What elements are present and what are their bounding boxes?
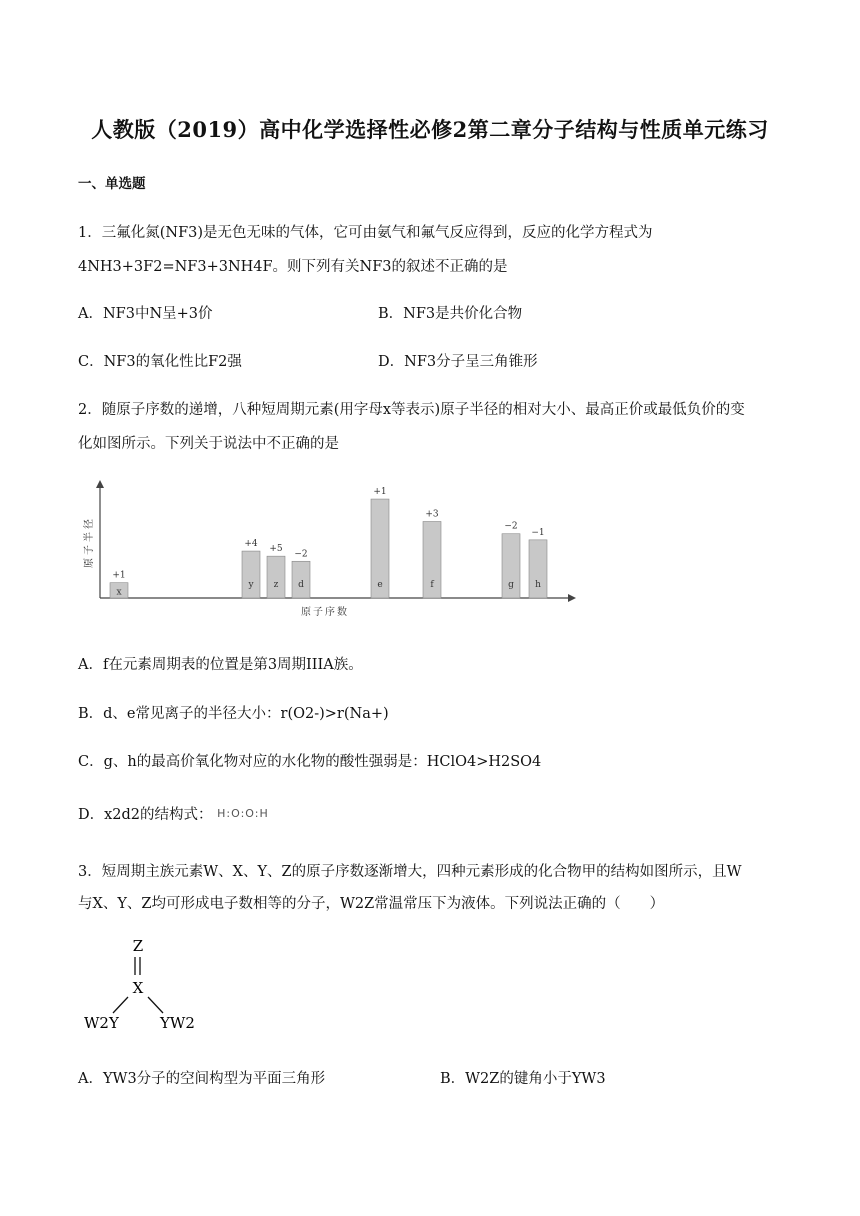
atomic-radius-chart	[80, 470, 580, 620]
bar-label-h: h	[535, 580, 541, 590]
y-axis-arrow	[96, 480, 104, 488]
q2-option-d[interactable]	[78, 803, 269, 824]
bar-z	[267, 556, 285, 598]
h2o2-structure-formula: H:O:O:H	[217, 807, 269, 820]
bond-left	[113, 997, 128, 1013]
section-heading: 一、单选题	[78, 176, 146, 192]
x-axis-label: 原子序数	[301, 607, 349, 618]
q2-stem-line2: 化如图所示。下列关于说法中不正确的是	[78, 436, 339, 452]
valence-label-g: −2	[504, 521, 518, 532]
y-axis-label: 原子半径	[84, 516, 95, 568]
valence-label-x: +1	[112, 570, 126, 581]
bar-label-g: g	[508, 580, 514, 590]
bar-label-d: d	[298, 580, 304, 590]
q1-stem-line1: 1．三氟化氮(NF3)是无色无味的气体，它可由氨气和氟气反应得到，反应的化学方程式为	[78, 225, 653, 241]
bar-label-z: z	[273, 580, 279, 590]
q2-option-c[interactable]: C．g、h的最高价氧化物对应的水化物的酸性强弱是：HClO4>H2SO4	[78, 754, 542, 770]
q1-option-d[interactable]: D．NF3分子呈三角锥形	[378, 354, 538, 370]
bar-label-e: e	[377, 580, 383, 590]
bond-right	[148, 997, 163, 1013]
x-axis-arrow	[568, 594, 576, 602]
valence-label-d: −2	[294, 549, 308, 560]
valence-label-f: +3	[425, 509, 439, 520]
q2-option-d-text: D．x2d2的结构式：	[78, 807, 213, 823]
q2-option-a[interactable]: A．f在元素周期表的位置是第3周期IIIA族。	[78, 657, 363, 673]
structure-group-left: W2Y	[84, 1014, 119, 1032]
q3-stem-line1: 3．短周期主族元素W、X、Y、Z的原子序数逐渐增大，四种元素形成的化合物甲的结构如图所示，且W	[78, 864, 742, 880]
structure-atom-x: X	[132, 979, 144, 997]
q2-option-b[interactable]: B．d、e常见离子的半径大小：r(O2-)>r(Na+)	[78, 706, 389, 722]
valence-label-e: +1	[373, 487, 387, 498]
structure-atom-z: Z	[132, 937, 144, 955]
compound-structure-diagram	[78, 935, 208, 1035]
q1-stem-line2: 4NH3+3F2=NF3+3NH4F。则下列有关NF3的叙述不正确的是	[78, 259, 508, 275]
q3-stem-line2: 与X、Y、Z均可形成电子数相等的分子，W2Z常温常压下为液体。下列说法正确的（ ）	[78, 896, 665, 912]
bar-label-y: y	[248, 580, 254, 590]
q1-option-b[interactable]: B．NF3是共价化合物	[378, 306, 523, 322]
q1-option-a[interactable]: A．NF3中N呈+3价	[78, 306, 213, 322]
q3-option-a[interactable]: A．YW3分子的空间构型为平面三角形	[78, 1071, 326, 1087]
bar-y	[242, 551, 260, 598]
valence-label-z: +5	[269, 544, 283, 555]
q1-option-c[interactable]: C．NF3的氧化性比F2强	[78, 354, 242, 370]
q2-stem-line1: 2．随原子序数的递增，八种短周期元素(用字母x等表示)原子半径的相对大小、最高正价或最低负价的变	[78, 402, 745, 418]
bar-label-f: f	[430, 580, 434, 590]
bar-label-x: x	[116, 587, 122, 598]
structure-group-right: YW2	[160, 1014, 195, 1032]
chart-bars	[110, 487, 547, 598]
valence-label-h: −1	[531, 527, 545, 538]
page-title: 人教版（2019）高中化学选择性必修2第二章分子结构与性质单元练习	[91, 117, 769, 142]
q3-option-b[interactable]: B．W2Z的键角小于YW3	[440, 1071, 606, 1087]
valence-label-y: +4	[244, 539, 258, 550]
